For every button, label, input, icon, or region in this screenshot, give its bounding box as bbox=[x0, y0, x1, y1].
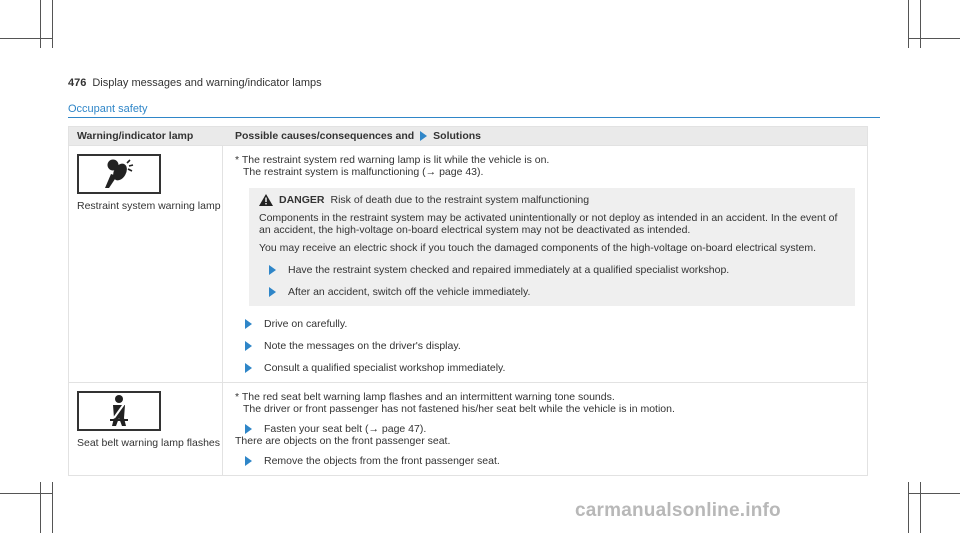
cause-text: * The red seat belt warning lamp flashes and an intermittent warning tone sounds. bbox=[235, 391, 615, 403]
seat-belt-glyph bbox=[104, 394, 134, 428]
action-arrow-icon bbox=[245, 456, 252, 466]
solution-step bbox=[235, 423, 855, 435]
cause-detail: The driver or front passenger has not fastened his/her seat belt while the vehicle is in motion. bbox=[243, 403, 675, 415]
crop-mark bbox=[0, 38, 52, 39]
crop-mark bbox=[40, 0, 41, 48]
action-arrow-icon bbox=[269, 287, 276, 297]
danger-step-text: After an accident, switch off the vehicle immediately. bbox=[288, 286, 531, 298]
solution-step-text: Drive on carefully. bbox=[264, 318, 348, 330]
crop-mark bbox=[0, 493, 52, 494]
solution-step bbox=[235, 318, 855, 330]
danger-signal-word: DANGER bbox=[279, 194, 325, 206]
danger-step bbox=[259, 264, 845, 276]
solution-step-text: Note the messages on the driver's display. bbox=[264, 340, 461, 352]
crop-mark bbox=[908, 482, 909, 533]
airbag-occupant-icon bbox=[77, 154, 161, 194]
crop-mark bbox=[40, 482, 41, 533]
danger-heading bbox=[259, 194, 845, 206]
column-header-causes bbox=[223, 130, 867, 142]
watermark: carmanualsonline.info bbox=[575, 500, 781, 521]
solution-step-text: Remove the objects from the front passenger seat. bbox=[264, 455, 500, 467]
crop-mark bbox=[52, 482, 53, 533]
section-divider bbox=[68, 117, 880, 118]
page-reference-link[interactable]: Fasten your seat belt (→ page 47). bbox=[264, 423, 427, 435]
seat-belt-icon bbox=[77, 391, 161, 431]
solution-step bbox=[235, 340, 855, 352]
danger-paragraph: Components in the restraint system may be activated unintentionally or not deploy as intended in an accident. In the event of an accident, the high-voltage on-board electrical system may not be deactivated as intended. bbox=[259, 212, 838, 236]
lamp-cell bbox=[69, 383, 223, 475]
airbag-occupant-glyph bbox=[97, 158, 141, 190]
crop-mark bbox=[908, 493, 960, 494]
action-arrow-icon bbox=[245, 341, 252, 351]
solution-step bbox=[235, 455, 855, 467]
page-reference-link[interactable]: The restraint system is malfunctioning (→ page 43). bbox=[243, 166, 484, 178]
action-arrow-icon bbox=[420, 131, 427, 141]
section-title: Occupant safety bbox=[68, 103, 148, 115]
solution-step-text: Consult a qualified specialist workshop immediately. bbox=[264, 362, 506, 374]
table-row bbox=[69, 382, 867, 475]
page-header-title: Display messages and warning/indicator lamps bbox=[92, 77, 322, 89]
page-header bbox=[68, 77, 322, 89]
column-header-solutions-text: Solutions bbox=[433, 130, 482, 142]
cause-text: * The restraint system red warning lamp is lit while the vehicle is on. bbox=[235, 154, 550, 166]
warning-triangle-icon bbox=[259, 194, 273, 206]
table-row bbox=[69, 145, 867, 382]
danger-paragraph: You may receive an electric shock if you touch the damaged components of the high-voltage on-board electrical system. bbox=[259, 242, 817, 254]
column-header-causes-text: Possible causes/consequences and bbox=[235, 130, 415, 142]
solution-step bbox=[235, 362, 855, 374]
danger-step bbox=[259, 286, 845, 298]
cause-detail bbox=[235, 166, 855, 178]
crop-mark bbox=[52, 0, 53, 48]
crop-mark bbox=[920, 0, 921, 48]
column-header-lamp: Warning/indicator lamp bbox=[77, 130, 194, 142]
causes-cell bbox=[223, 146, 867, 382]
table-header bbox=[69, 127, 867, 145]
lamp-table bbox=[68, 126, 868, 476]
action-arrow-icon bbox=[245, 319, 252, 329]
crop-mark bbox=[908, 38, 960, 39]
condition-text: There are objects on the front passenger seat. bbox=[235, 435, 451, 447]
lamp-label: Seat belt warning lamp flashes bbox=[77, 437, 220, 449]
danger-step-text: Have the restraint system checked and repaired immediately at a qualified specialist workshop. bbox=[288, 264, 730, 276]
action-arrow-icon bbox=[245, 424, 252, 434]
action-arrow-icon bbox=[245, 363, 252, 373]
crop-mark bbox=[908, 0, 909, 48]
action-arrow-icon bbox=[269, 265, 276, 275]
page-number: 476 bbox=[68, 77, 87, 89]
danger-box bbox=[249, 188, 855, 306]
causes-cell bbox=[223, 383, 867, 475]
danger-heading-text: Risk of death due to the restraint system malfunctioning bbox=[330, 194, 590, 206]
lamp-label: Restraint system warning lamp bbox=[77, 200, 221, 212]
crop-mark bbox=[920, 482, 921, 533]
lamp-cell bbox=[69, 146, 223, 382]
